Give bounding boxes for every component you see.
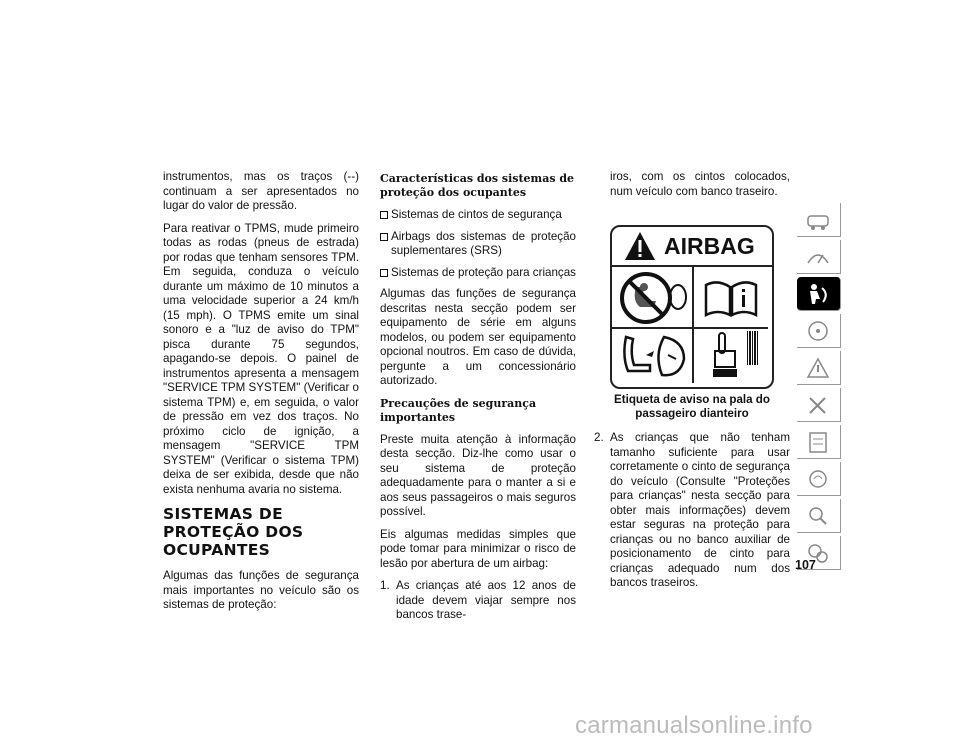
- checkbox-bullet-icon: [380, 211, 388, 219]
- paragraph: Para reativar o TPMS, mude primeiro todas as rodas (pneus de estrada) por rodas que tenham sensores TPM. Em seguida, conduza o veículo durante um máximo de 10 minutos a uma velocidade superior a 24 km/h (15 mph). O TPMS emite um sinal sonoro e a "luz de aviso do TPM" pisca durante 75 segundos, apagando-se depois. O painel de instrumentos apresenta a mensagem "SERVICE TPM SYSTEM" (Verificar o sistema TPM) e, em seguida, o valor de pressão em vez dos traços. No próximo ciclo de ignição, a mensagem "SERVICE TPM SYSTEM" (Verificar o sistema TPM) deixa de ser exibida, desde que não exista nenhuma avaria no sistema.: [163, 221, 359, 496]
- figure-caption: Etiqueta de aviso na pala do passageiro dianteiro: [614, 393, 770, 420]
- label-divider: [692, 267, 694, 383]
- tab-multimedia[interactable]: [797, 462, 841, 496]
- no-child-seat-icon: [616, 269, 692, 327]
- paragraph: Preste muita atenção à informação desta secção. Diz-lhe como usar o seu sistema de proteção adequadamente para o manter a si e aos seus passageiros o mais seguros possível.: [380, 432, 576, 518]
- manual-book-icon: [704, 279, 758, 319]
- watermark: carmanualsonline.info: [575, 712, 813, 739]
- list-item: Airbags dos sistemas de proteção suplementares (SRS): [380, 230, 576, 259]
- pointing-hand-icon: [708, 331, 742, 381]
- airbag-warning-label-image: [610, 225, 774, 389]
- paragraph: Algumas das funções de segurança descritas nesta secção podem ser equipamento de série em alguns modelos, ou podem ser equipamento opcional noutros. Em caso de dúvida, pergunte a um concessionário autorizado.: [380, 287, 576, 387]
- tab-car-info[interactable]: [797, 203, 841, 237]
- tab-dashboard[interactable]: [797, 240, 841, 274]
- paragraph: Eis algumas medidas simples que pode tomar para minimizar o risco de lesão por abertura de um airbag:: [380, 527, 576, 570]
- page-number: 107: [795, 558, 816, 572]
- tab-index[interactable]: [797, 499, 841, 533]
- numbered-item: 2. As crianças que não tenham tamanho suficiente para usar corretamente o cinto de segurança do veículo (Consulte "Proteções para crianças" nesta secção para obter mais informações) devem estar seguras na proteção para crianças ou no banco auxiliar de posicionamento de cinto para crianças adequado num dos bancos traseiros.: [594, 431, 790, 589]
- numbered-item-continuation: iros, com os cintos colocados, num veículo com banco traseiro.: [610, 170, 790, 198]
- tab-safety[interactable]: [797, 277, 841, 311]
- steering-wheel-icon: [805, 319, 831, 343]
- chapter-tabs: [797, 203, 841, 573]
- text-column-1: [163, 170, 359, 621]
- tab-emergency[interactable]: [797, 351, 841, 385]
- search-icon: [805, 504, 831, 528]
- text-column-3: [594, 170, 790, 599]
- warning-icon: [805, 356, 831, 380]
- checkbox-bullet-icon: [380, 269, 388, 277]
- tab-starting-driving[interactable]: [797, 314, 841, 348]
- label-divider: [612, 327, 768, 329]
- tab-servicing[interactable]: [797, 388, 841, 422]
- list-item: Sistemas de cintos de segurança: [380, 208, 576, 223]
- checklist-icon: [805, 430, 831, 454]
- numbered-item: 1. As crianças até aos 12 anos de idade devem viajar sempre nos bancos trase-: [380, 579, 576, 621]
- barcode-icon: [746, 331, 760, 381]
- car-info-icon: [805, 208, 831, 232]
- tab-specifications[interactable]: [797, 425, 841, 459]
- list-item: Sistemas de proteção para crianças: [380, 266, 576, 281]
- dashboard-icon: [805, 245, 831, 269]
- subheading: Características dos sistemas de proteção dos ocupantes: [380, 172, 575, 199]
- label-header: [612, 227, 772, 267]
- paragraph: Algumas das funções de segurança mais importantes no veículo são os sistemas de proteção:: [163, 569, 359, 611]
- warning-triangle-icon: [624, 231, 656, 261]
- tools-icon: [805, 393, 831, 417]
- text-column-2: [380, 170, 576, 631]
- gauge-icon: [805, 467, 831, 491]
- checkbox-bullet-icon: [380, 233, 388, 241]
- seat-airbag-icon: [616, 331, 690, 383]
- paragraph: instrumentos, mas os traços (--) continuam a ser apresentados no lugar do valor de pressão.: [163, 170, 359, 212]
- subheading: Precauções de segurança importantes: [380, 396, 537, 424]
- airbag-word: AIRBAG: [664, 233, 755, 259]
- safety-icon: [805, 282, 831, 306]
- section-heading: SISTEMAS DE PROTEÇÃO DOS OCUPANTES: [163, 505, 304, 559]
